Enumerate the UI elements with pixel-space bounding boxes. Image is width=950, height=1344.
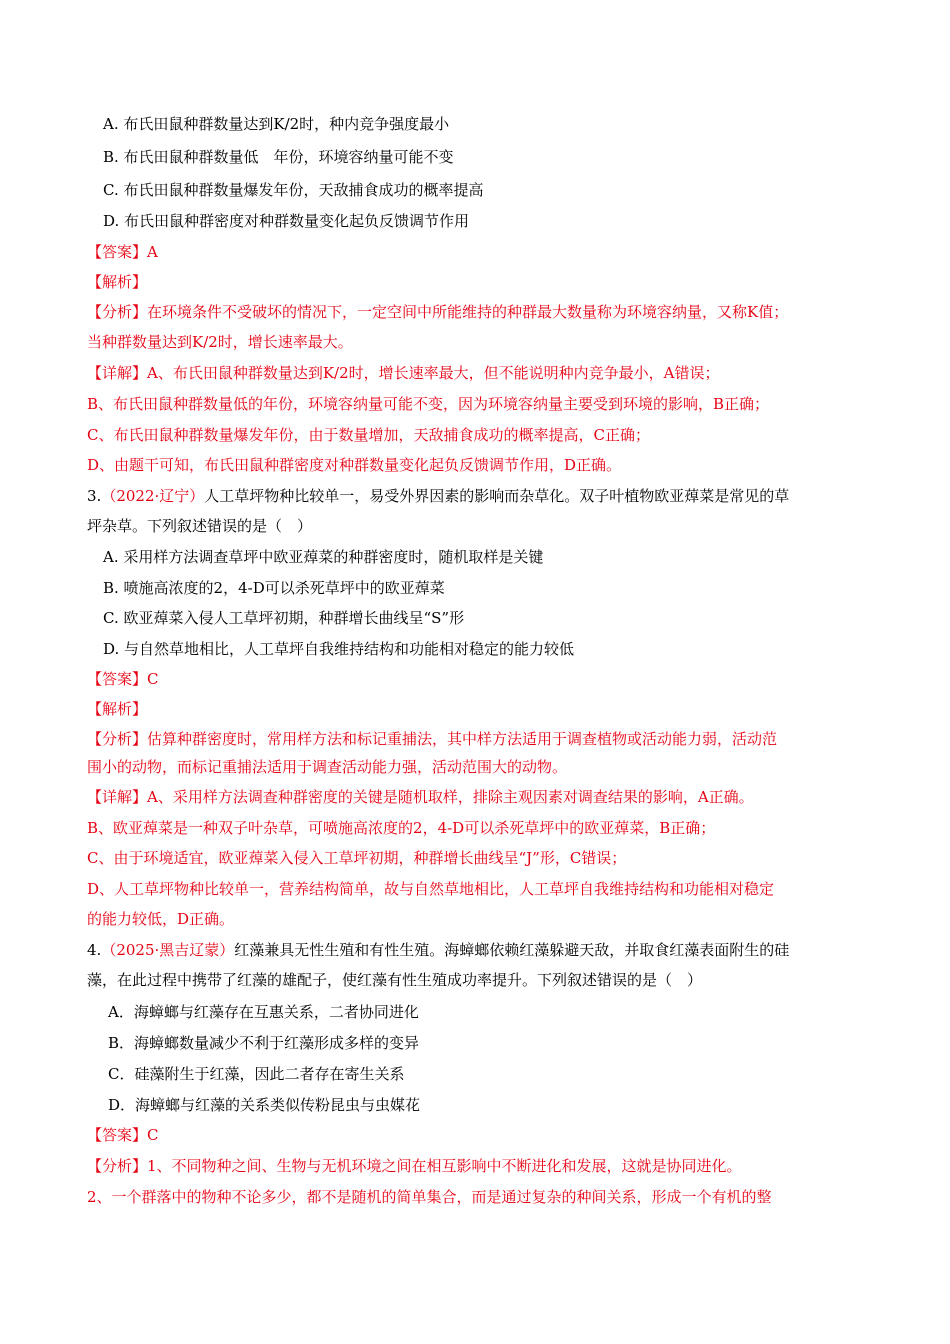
q2-detail-line-2: B、布氏田鼠种群数量低的年份，环境容纳量可能不变，因为环境容纳量主要受到环境的影响，B正确； xyxy=(87,395,770,413)
q4-option-a: A．海蟑螂与红藻存在互惠关系，二者协同进化 xyxy=(108,1003,419,1021)
q4-option-d: D．海蟑螂与红藻的关系类似传粉昆虫与虫媒花 xyxy=(108,1096,421,1114)
q4-analysis-line-2: 2、一个群落中的物种不论多少，都不是随机的简单集合，而是通过复杂的种间关系，形成一个有机的整 xyxy=(87,1188,772,1206)
q4-number: 4. xyxy=(87,941,102,959)
q2-option-d: D. 布氏田鼠种群密度对种群数量变化起负反馈调节作用 xyxy=(103,212,470,230)
q3-option-c: C. 欧亚蔊菜入侵人工草坪初期，种群增长曲线呈“S”形 xyxy=(103,609,465,627)
q3-option-b: B. 喷施高浓度的2，4-D可以杀死草坪中的欧亚蔊菜 xyxy=(103,579,445,597)
q2-jiexi-heading: 【解析】 xyxy=(87,273,148,291)
q2-analysis-line-1: 【分析】在环境条件不受破坏的情况下，一定空间中所能维持的种群最大数量称为环境容纳量，又称K值； xyxy=(87,303,789,321)
q3-detail-line-5: 的能力较低，D正确。 xyxy=(87,910,235,928)
q3-stem-line-2: 坪杂草。下列叙述错误的是（ ） xyxy=(87,517,313,535)
q2-option-a: A. 布氏田鼠种群数量达到K/2时，种内竞争强度最小 xyxy=(103,115,450,133)
q3-detail-line-2: B、欧亚蔊菜是一种双子叶杂草，可喷施高浓度的2，4-D可以杀死草坪中的欧亚蔊菜，B正确； xyxy=(87,819,716,837)
q4-stem-line-2: 藻，在此过程中携带了红藻的雄配子，使红藻有性生殖成功率提升。下列叙述错误的是（ ） xyxy=(87,971,703,989)
q2-analysis-line-2: 当种群数量达到K/2时，增长速率最大。 xyxy=(87,333,353,351)
q3-number: 3. xyxy=(87,487,102,505)
q3-answer: 【答案】C xyxy=(87,670,159,688)
q3-stem-text-1: 人工草坪物种比较单一，易受外界因素的影响而杂草化。双子叶植物欧亚蔊菜是常见的草 xyxy=(204,487,790,505)
q3-jiexi-heading: 【解析】 xyxy=(87,700,148,718)
q3-analysis-line-2: 围小的动物，而标记重捕法适用于调查活动能力强，活动范围大的动物。 xyxy=(87,758,568,776)
q4-option-c: C．硅藻附生于红藻，因此二者存在寄生关系 xyxy=(108,1065,405,1083)
q3-stem-line-1 xyxy=(87,486,789,506)
q4-stem-line-1 xyxy=(87,940,789,960)
q4-answer: 【答案】C xyxy=(87,1126,159,1144)
q4-stem-text-1: 红藻兼具无性生殖和有性生殖。海蟑螂依赖红藻躲避天敌，并取食红藻表面附生的硅 xyxy=(234,941,790,959)
q4-option-b: B．海蟑螂数量减少不利于红藻形成多样的变异 xyxy=(108,1034,420,1052)
q3-option-a: A. 采用样方法调查草坪中欧亚蔊菜的种群密度时，随机取样是关键 xyxy=(103,548,544,566)
q2-detail-line-1: 【详解】A、布氏田鼠种群数量达到K/2时，增长速率最大，但不能说明种内竞争最小，A错误； xyxy=(87,364,720,382)
q3-source: （2022·辽宁） xyxy=(101,487,205,505)
q2-answer: 【答案】A xyxy=(87,243,158,261)
q3-detail-line-3: C、由于环境适宜，欧亚蔊菜入侵入工草坪初期，种群增长曲线呈“J”形，C错误； xyxy=(87,849,627,867)
q2-detail-line-4: D、由题干可知，布氏田鼠种群密度对种群数量变化起负反馈调节作用，D正确。 xyxy=(87,456,622,474)
q2-option-c: C. 布氏田鼠种群数量爆发年份，天敌捕食成功的概率提高 xyxy=(103,181,484,199)
q3-detail-line-1: 【详解】A、采用样方法调查种群密度的关键是随机取样，排除主观因素对调查结果的影响，A正确。 xyxy=(87,788,754,806)
q2-detail-line-3: C、布氏田鼠种群数量爆发年份，由于数量增加，天敌捕食成功的概率提高，C正确； xyxy=(87,426,650,444)
q3-analysis-line-1: 【分析】估算种群密度时，常用样方法和标记重捕法，其中样方法适用于调查植物或活动能力弱，活动范 xyxy=(87,730,778,748)
q3-option-d: D. 与自然草地相比，人工草坪自我维持结构和功能相对稳定的能力较低 xyxy=(103,640,575,658)
q2-option-b: B. 布氏田鼠种群数量低 年份，环境容纳量可能不变 xyxy=(103,148,454,166)
q3-detail-line-4: D、人工草坪物种比较单一，营养结构简单，故与自然草地相比，人工草坪自我维持结构和功能相对稳定 xyxy=(87,880,775,898)
q4-analysis-line-1: 【分析】1、不同物种之间、生物与无机环境之间在相互影响中不断进化和发展，这就是协同进化。 xyxy=(87,1157,742,1175)
q4-source: （2025·黑吉辽蒙） xyxy=(101,941,235,959)
